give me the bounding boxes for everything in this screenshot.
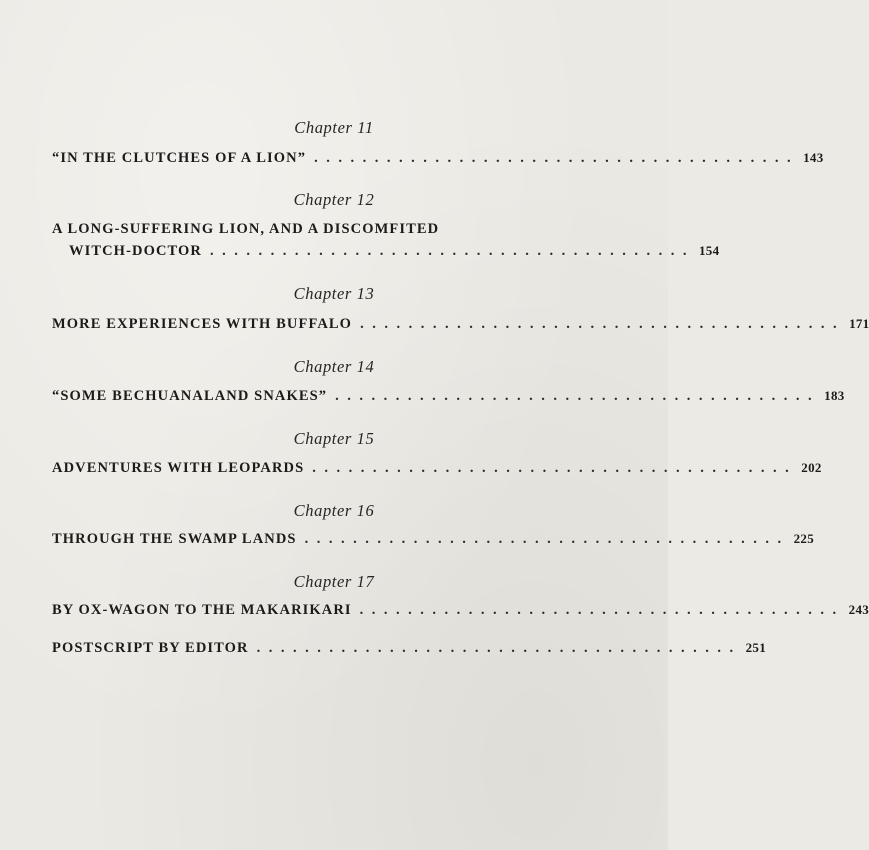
- entry-title: POSTSCRIPT BY EDITOR: [52, 640, 249, 656]
- page-number: 243: [848, 602, 869, 617]
- page-number: 183: [824, 388, 845, 403]
- toc-entry-postscript: [52, 640, 766, 662]
- page-number: 202: [801, 460, 822, 475]
- toc-entry: [52, 460, 822, 482]
- page-number: 171: [849, 316, 869, 331]
- chapter-heading: Chapter 12: [293, 190, 375, 209]
- entry-title-continued: WITCH-DOCTOR: [69, 243, 202, 259]
- entry-title: “IN THE CLUTCHES OF A LION”: [52, 150, 307, 166]
- chapter-heading: Chapter 14: [293, 357, 375, 376]
- entry-title: BY OX-WAGON TO THE MAKARIKARI: [52, 602, 352, 618]
- page-number: 154: [698, 243, 720, 258]
- dot-leader: ........................................: [209, 243, 695, 259]
- dot-leader: ........................................: [335, 388, 821, 404]
- toc-entry: [52, 316, 869, 338]
- toc-entry: [52, 531, 814, 553]
- entry-title: ADVENTURES WITH LEOPARDS: [52, 460, 305, 476]
- dot-leader: ........................................: [360, 316, 846, 332]
- toc-entry: [52, 150, 824, 172]
- toc-entry: [52, 388, 845, 410]
- page-number: 251: [745, 640, 766, 655]
- page-number: 225: [793, 531, 814, 546]
- entry-title: A LONG-SUFFERING LION, AND A DISCOMFITED: [52, 221, 440, 237]
- dot-leader: ........................................: [312, 460, 798, 476]
- chapter-heading: Chapter 11: [294, 118, 374, 137]
- toc-entry: [52, 602, 869, 624]
- page-number: 143: [803, 150, 824, 165]
- dot-leader: ........................................: [314, 150, 800, 166]
- dot-leader: ........................................: [256, 640, 742, 656]
- dot-leader: ........................................: [304, 531, 790, 547]
- toc-entry: [52, 221, 720, 265]
- chapter-heading: Chapter 16: [293, 501, 375, 520]
- entry-title: “SOME BECHUANALAND SNAKES”: [52, 388, 328, 404]
- entry-title: THROUGH THE SWAMP LANDS: [52, 531, 297, 547]
- chapter-heading: Chapter 13: [293, 284, 375, 303]
- chapter-heading: Chapter 15: [293, 429, 375, 448]
- dot-leader: ........................................: [359, 602, 845, 618]
- entry-title: MORE EXPERIENCES WITH BUFFALO: [52, 316, 353, 332]
- chapter-heading: Chapter 17: [293, 572, 375, 591]
